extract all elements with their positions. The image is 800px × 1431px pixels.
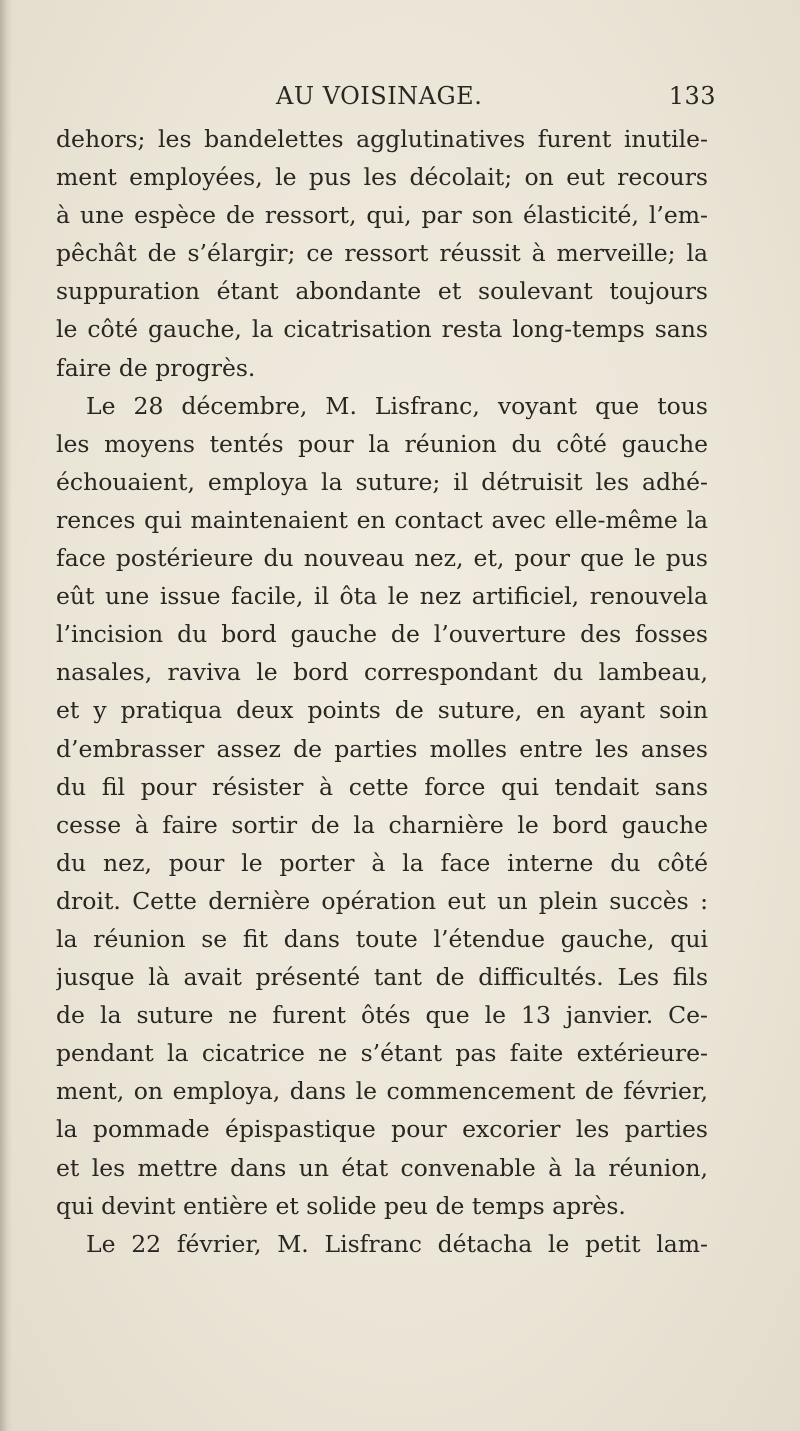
text-line: ment employées, le pus les décolait; on eut recours	[56, 163, 708, 192]
page-header	[56, 82, 716, 118]
body-text	[56, 120, 708, 1263]
text-line: dehors; les bandelettes agglutinatives furent inutile-	[56, 125, 708, 153]
text-line: qui devint entière et solide peu de temps après.	[56, 1191, 626, 1220]
page-number: 133	[668, 82, 716, 110]
text-line: la réunion se fit dans toute l’étendue gauche, qui	[56, 924, 708, 953]
text-line: le côté gauche, la cicatrisation resta long-temps sans	[56, 315, 708, 344]
text-line: face postérieure du nouveau nez, et, pour que le pus	[56, 544, 708, 573]
text-line: pendant la cicatrice ne s’étant pas faite extérieure-	[56, 1039, 708, 1068]
text-line: la pommade épispastique pour excorier les parties	[56, 1115, 708, 1144]
text-line: faire de progrès.	[56, 353, 256, 382]
text-line: et les mettre dans un état convenable à la réunion,	[56, 1153, 708, 1182]
text-line: l’incision du bord gauche de l’ouverture des fosses	[56, 620, 708, 649]
text-line: et y pratiqua deux points de suture, en ayant soin	[56, 696, 708, 725]
text-line: rences qui maintenaient en contact avec elle-même la	[56, 505, 708, 534]
text-line: du nez, pour le porter à la face interne du côté	[56, 848, 708, 877]
running-title: AU VOISINAGE.	[276, 82, 483, 110]
text-line: à une espèce de ressort, qui, par son élasticité, l’em-	[56, 201, 708, 230]
text-line: suppuration étant abondante et soulevant toujours	[56, 277, 708, 306]
text-line: échouaient, employa la suture; il détruisit les adhé-	[56, 467, 708, 496]
text-line: du fil pour résister à cette force qui tendait sans	[56, 772, 708, 801]
text-line: les moyens tentés pour la réunion du côté gauche	[56, 429, 708, 458]
text-line: d’embrasser assez de parties molles entre les anses	[56, 734, 708, 763]
text-line: ment, on employa, dans le commencement de février,	[56, 1077, 708, 1106]
text-line: eût une issue facile, il ôta le nez artificiel, renouvela	[56, 582, 708, 611]
text-line: Le 28 décembre, M. Lisfranc, voyant que tous	[86, 391, 708, 420]
text-line: de la suture ne furent ôtés que le 13 janvier. Ce-	[56, 1001, 708, 1030]
text-line: cesse à faire sortir de la charnière le bord gauche	[56, 810, 708, 839]
text-line: droit. Cette dernière opération eut un plein succès :	[56, 886, 708, 915]
page-edge-shadow	[0, 0, 12, 1431]
text-line: pêchât de s’élargir; ce ressort réussit à merveille; la	[56, 239, 708, 268]
text-line: jusque là avait présenté tant de difficultés. Les fils	[56, 963, 708, 992]
text-line: Le 22 février, M. Lisfranc détacha le petit lam-	[86, 1229, 708, 1258]
text-line: nasales, raviva le bord correspondant du lambeau,	[56, 658, 708, 687]
